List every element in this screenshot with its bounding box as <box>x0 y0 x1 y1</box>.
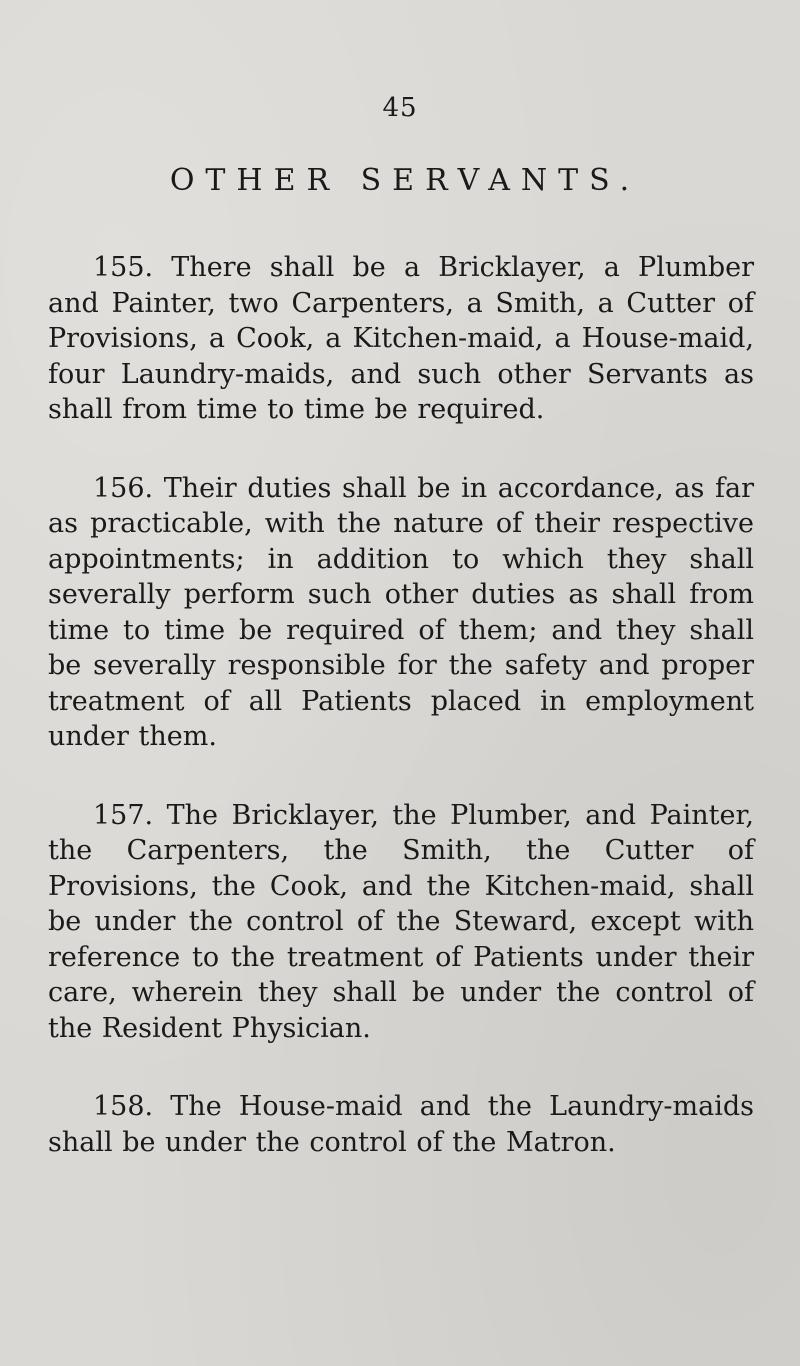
paragraph-156: 156. Their duties shall be in accordance, as far as practicable, with the nature of their respective appointments; in addition to which they shall severally perform such other duties as shall from time to time be required of them; and they shall be severally responsible for the safety and proper treatment of all Patients placed in employment under them. <box>48 472 754 752</box>
paragraph-155: 155. There shall be a Bricklayer, a Plumber and Painter, two Carpenters, a Smith, a Cutter of Provisions, a Cook, a Kitchen-maid, a House-maid, four Laundry-maids, and such other Servants as shall from time to time be required. <box>48 252 754 425</box>
paragraph-158: 158. The House-maid and the Laundry-maids shall be under the control of the Matron. <box>48 1091 754 1158</box>
paragraph-157: 157. The Bricklayer, the Plumber, and Painter, the Carpenters, the Smith, the Cutter of Provisions, the Cook, and the Kitchen-maid, shall be under the control of the Steward, except with reference to the treatment of Patients under their care, wherein they shall be under the control of the Resident Physician. <box>48 799 754 1044</box>
body-text <box>48 250 754 1203</box>
page-number: 45 <box>382 93 418 123</box>
section-title: OTHER SERVANTS. <box>169 163 641 198</box>
